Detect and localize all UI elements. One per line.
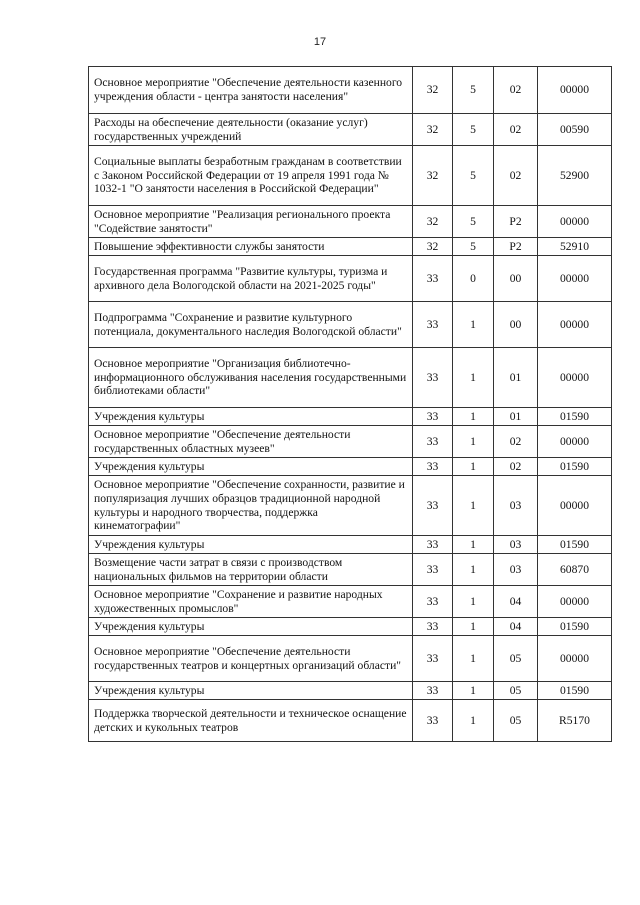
program-code-cell: 33 bbox=[413, 348, 453, 408]
direction-code-cell: 52910 bbox=[538, 238, 612, 256]
direction-code-cell: 01590 bbox=[538, 458, 612, 476]
program-code-cell: 33 bbox=[413, 302, 453, 348]
activity-code-cell: 01 bbox=[494, 408, 538, 426]
page-number: 17 bbox=[313, 36, 327, 48]
expense-name-cell: Основное мероприятие "Сохранение и развитие народных художественных промыслов" bbox=[89, 586, 413, 618]
activity-code-cell: 05 bbox=[494, 700, 538, 742]
program-code-cell: 33 bbox=[413, 700, 453, 742]
expense-name-cell: Основное мероприятие "Реализация регионального проекта "Содействие занятости" bbox=[89, 206, 413, 238]
activity-code-cell: 00 bbox=[494, 256, 538, 302]
direction-code-cell: R5170 bbox=[538, 700, 612, 742]
direction-code-cell: 00590 bbox=[538, 114, 612, 146]
direction-code-cell: 01590 bbox=[538, 682, 612, 700]
activity-code-cell: 03 bbox=[494, 476, 538, 536]
direction-code-cell: 00000 bbox=[538, 302, 612, 348]
table-row bbox=[89, 536, 612, 554]
activity-code-cell: 00 bbox=[494, 302, 538, 348]
direction-code-cell: 01590 bbox=[538, 536, 612, 554]
table-row bbox=[89, 238, 612, 256]
expense-name-cell: Возмещение части затрат в связи с производством национальных фильмов на территории области bbox=[89, 554, 413, 586]
program-code-cell: 33 bbox=[413, 476, 453, 536]
table-row bbox=[89, 256, 612, 302]
subprogram-code-cell: 1 bbox=[453, 536, 494, 554]
direction-code-cell: 01590 bbox=[538, 618, 612, 636]
program-code-cell: 33 bbox=[413, 586, 453, 618]
direction-code-cell: 00000 bbox=[538, 636, 612, 682]
activity-code-cell: 05 bbox=[494, 682, 538, 700]
activity-code-cell: P2 bbox=[494, 238, 538, 256]
subprogram-code-cell: 1 bbox=[453, 554, 494, 586]
subprogram-code-cell: 1 bbox=[453, 476, 494, 536]
table-row bbox=[89, 554, 612, 586]
table-row bbox=[89, 67, 612, 114]
expense-name-cell: Расходы на обеспечение деятельности (оказание услуг) государственных учреждений bbox=[89, 114, 413, 146]
table-row bbox=[89, 114, 612, 146]
direction-code-cell: 00000 bbox=[538, 476, 612, 536]
direction-code-cell: 00000 bbox=[538, 206, 612, 238]
direction-code-cell: 01590 bbox=[538, 408, 612, 426]
program-code-cell: 33 bbox=[413, 554, 453, 586]
direction-code-cell: 60870 bbox=[538, 554, 612, 586]
activity-code-cell: 02 bbox=[494, 114, 538, 146]
program-code-cell: 32 bbox=[413, 238, 453, 256]
expense-name-cell: Повышение эффективности службы занятости bbox=[89, 238, 413, 256]
table-row bbox=[89, 618, 612, 636]
subprogram-code-cell: 1 bbox=[453, 348, 494, 408]
activity-code-cell: 02 bbox=[494, 426, 538, 458]
expense-name-cell: Подпрограмма "Сохранение и развитие культурного потенциала, документального наследия Вологодской области" bbox=[89, 302, 413, 348]
budget-table-wrapper bbox=[88, 66, 612, 742]
subprogram-code-cell: 1 bbox=[453, 636, 494, 682]
subprogram-code-cell: 5 bbox=[453, 67, 494, 114]
program-code-cell: 32 bbox=[413, 146, 453, 206]
activity-code-cell: 03 bbox=[494, 536, 538, 554]
program-code-cell: 33 bbox=[413, 458, 453, 476]
activity-code-cell: 02 bbox=[494, 458, 538, 476]
subprogram-code-cell: 1 bbox=[453, 618, 494, 636]
direction-code-cell: 00000 bbox=[538, 256, 612, 302]
expense-name-cell: Основное мероприятие "Обеспечение деятельности казенного учреждения области - центра занятости населения" bbox=[89, 67, 413, 114]
activity-code-cell: P2 bbox=[494, 206, 538, 238]
program-code-cell: 33 bbox=[413, 256, 453, 302]
direction-code-cell: 00000 bbox=[538, 67, 612, 114]
table-row bbox=[89, 146, 612, 206]
expense-name-cell: Учреждения культуры bbox=[89, 458, 413, 476]
expense-name-cell: Учреждения культуры bbox=[89, 682, 413, 700]
subprogram-code-cell: 1 bbox=[453, 408, 494, 426]
activity-code-cell: 05 bbox=[494, 636, 538, 682]
table-row bbox=[89, 586, 612, 618]
table-body bbox=[89, 67, 612, 742]
table-row bbox=[89, 476, 612, 536]
subprogram-code-cell: 5 bbox=[453, 114, 494, 146]
subprogram-code-cell: 1 bbox=[453, 586, 494, 618]
activity-code-cell: 04 bbox=[494, 586, 538, 618]
program-code-cell: 33 bbox=[413, 682, 453, 700]
table-row bbox=[89, 426, 612, 458]
program-code-cell: 33 bbox=[413, 536, 453, 554]
table-row bbox=[89, 682, 612, 700]
expense-name-cell: Основное мероприятие "Обеспечение сохранности, развитие и популяризация лучших образцов традиционной народной культуры и народного творчества, поддержка кинематографии" bbox=[89, 476, 413, 536]
table-row bbox=[89, 348, 612, 408]
program-code-cell: 33 bbox=[413, 408, 453, 426]
expense-name-cell: Поддержка творческой деятельности и техническое оснащение детских и кукольных театров bbox=[89, 700, 413, 742]
table-row bbox=[89, 700, 612, 742]
direction-code-cell: 00000 bbox=[538, 426, 612, 458]
subprogram-code-cell: 1 bbox=[453, 700, 494, 742]
expense-name-cell: Учреждения культуры bbox=[89, 618, 413, 636]
table-row bbox=[89, 408, 612, 426]
expense-name-cell: Основное мероприятие "Обеспечение деятельности государственных театров и концертных организаций области" bbox=[89, 636, 413, 682]
subprogram-code-cell: 5 bbox=[453, 238, 494, 256]
subprogram-code-cell: 1 bbox=[453, 302, 494, 348]
budget-classification-table bbox=[88, 66, 612, 742]
activity-code-cell: 02 bbox=[494, 146, 538, 206]
table-row bbox=[89, 302, 612, 348]
expense-name-cell: Основное мероприятие "Организация библиотечно-информационного обслуживания населения государственными библиотеками области" bbox=[89, 348, 413, 408]
program-code-cell: 33 bbox=[413, 618, 453, 636]
activity-code-cell: 01 bbox=[494, 348, 538, 408]
expense-name-cell: Социальные выплаты безработным гражданам в соответствии с Законом Российской Федерации от 19 апреля 1991 года № 1032-1 "О занятости населения в Российской Федерации" bbox=[89, 146, 413, 206]
subprogram-code-cell: 0 bbox=[453, 256, 494, 302]
expense-name-cell: Учреждения культуры bbox=[89, 536, 413, 554]
program-code-cell: 33 bbox=[413, 426, 453, 458]
activity-code-cell: 03 bbox=[494, 554, 538, 586]
subprogram-code-cell: 5 bbox=[453, 206, 494, 238]
subprogram-code-cell: 1 bbox=[453, 458, 494, 476]
subprogram-code-cell: 1 bbox=[453, 682, 494, 700]
activity-code-cell: 02 bbox=[494, 67, 538, 114]
expense-name-cell: Государственная программа "Развитие культуры, туризма и архивного дела Вологодской области на 2021-2025 годы" bbox=[89, 256, 413, 302]
subprogram-code-cell: 1 bbox=[453, 426, 494, 458]
direction-code-cell: 00000 bbox=[538, 348, 612, 408]
direction-code-cell: 52900 bbox=[538, 146, 612, 206]
program-code-cell: 32 bbox=[413, 114, 453, 146]
table-row bbox=[89, 458, 612, 476]
table-row bbox=[89, 206, 612, 238]
direction-code-cell: 00000 bbox=[538, 586, 612, 618]
table-row bbox=[89, 636, 612, 682]
program-code-cell: 32 bbox=[413, 67, 453, 114]
activity-code-cell: 04 bbox=[494, 618, 538, 636]
program-code-cell: 33 bbox=[413, 636, 453, 682]
program-code-cell: 32 bbox=[413, 206, 453, 238]
expense-name-cell: Основное мероприятие "Обеспечение деятельности государственных областных музеев" bbox=[89, 426, 413, 458]
expense-name-cell: Учреждения культуры bbox=[89, 408, 413, 426]
subprogram-code-cell: 5 bbox=[453, 146, 494, 206]
